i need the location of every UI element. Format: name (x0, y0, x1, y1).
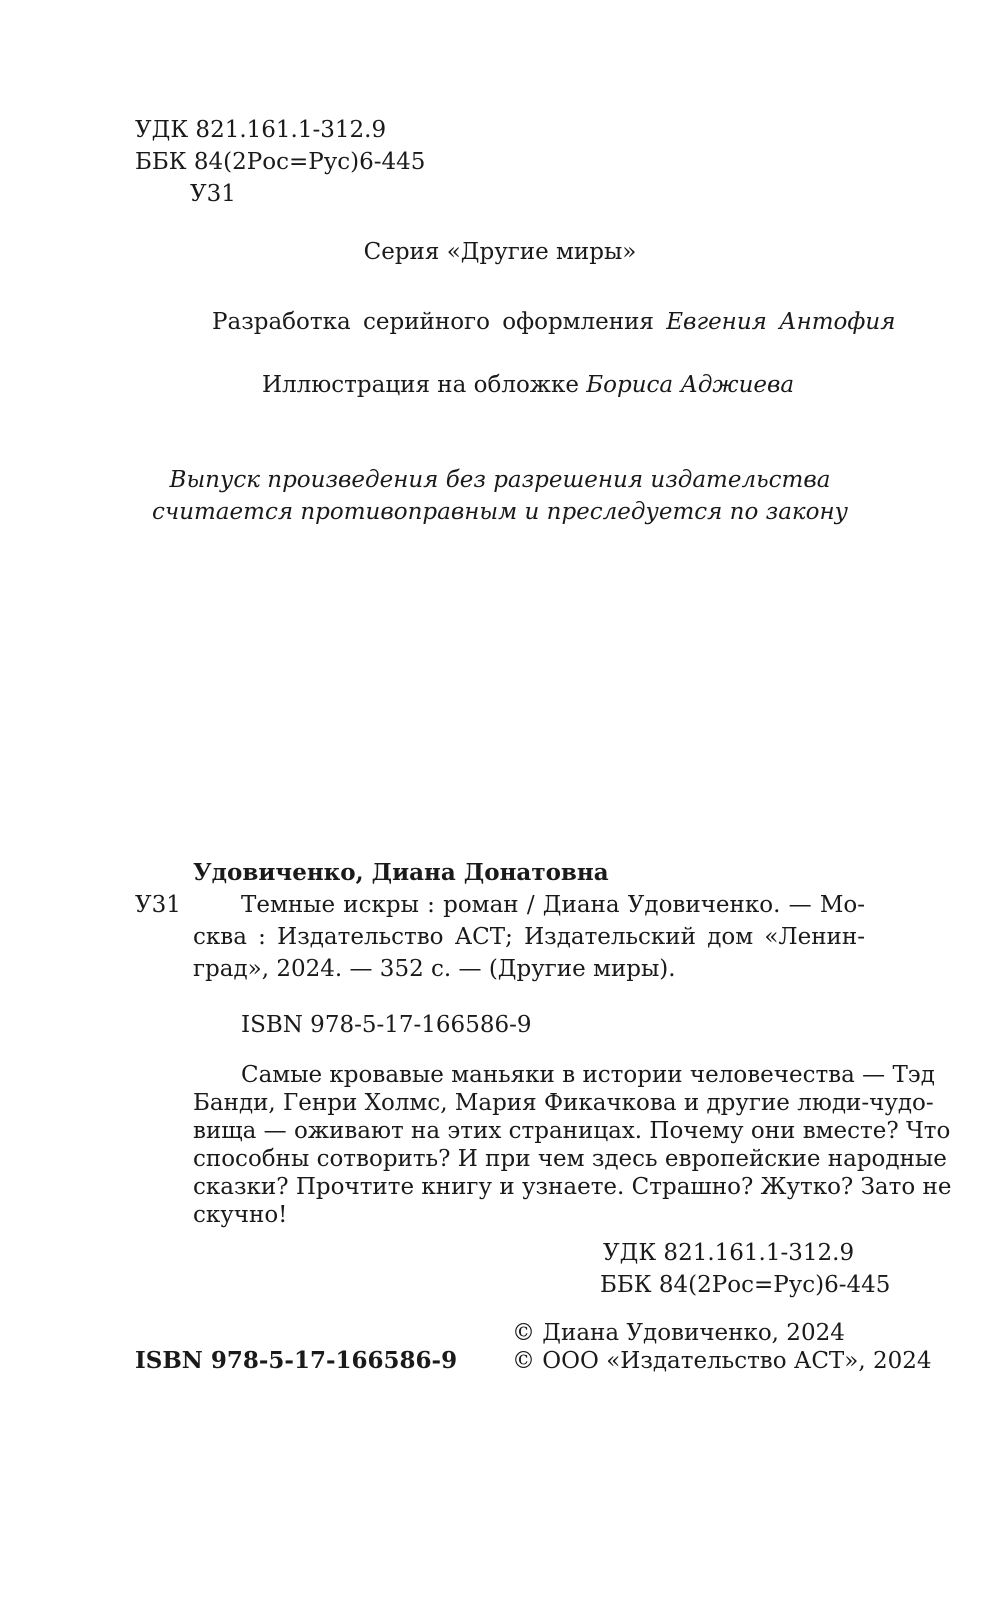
illustration-credit-name: Бориса Аджиева (586, 372, 795, 398)
isbn-record: ISBN 978-5-17-166586-9 (241, 1012, 532, 1038)
illustration-credit-label: Иллюстрация на обложке (262, 372, 579, 398)
udk-top: УДК 821.161.1-312.9 (135, 117, 387, 143)
design-credit-name: Евгения Антофия (666, 309, 896, 335)
design-credit (212, 307, 895, 337)
description-line-1: Темные искры : роман / Диана Удовиченко. — Мо- (241, 892, 865, 918)
author-mark: У31 (135, 892, 181, 918)
bbk-bottom: ББК 84(2Рос=Рус)6-445 (600, 1272, 891, 1298)
description-line-2: сква : Издательство АСТ; Издательский дом «Ленин- (193, 924, 865, 950)
annotation-line-5: сказки? Прочтите книгу и узнаете. Страшно? Жутко? Зато не (193, 1174, 952, 1200)
annotation-line-2: Банди, Генри Холмс, Мария Фикачкова и другие люди-чудо- (193, 1090, 934, 1116)
copyright-author: © Диана Удовиченко, 2024 (512, 1320, 845, 1346)
legal-notice-line-1: Выпуск произведения без разрешения издательства (169, 467, 831, 493)
illustration-credit (262, 370, 794, 400)
annotation-line-4: способны сотворить? И при чем здесь европейские народные (193, 1146, 947, 1172)
copyright-publisher: © ООО «Издательство АСТ», 2024 (512, 1348, 932, 1374)
author-heading: Удовиченко, Диана Донатовна (193, 859, 609, 886)
isbn-footer: ISBN 978-5-17-166586-9 (135, 1347, 458, 1374)
description-line-3: град», 2024. — 352 с. — (Другие миры). (193, 956, 676, 982)
annotation-line-3: вища — оживают на этих страницах. Почему они вместе? Что (193, 1118, 951, 1144)
bbk-top: ББК 84(2Рос=Рус)6-445 (135, 149, 426, 175)
design-credit-label: Разработка серийного оформления (212, 309, 654, 335)
series-line: Серия «Другие миры» (363, 239, 637, 265)
annotation-line-1: Самые кровавые маньяки в истории человечества — Тэд (241, 1062, 935, 1088)
annotation-line-6: скучно! (193, 1202, 288, 1228)
legal-notice-line-2: считается противоправным и преследуется по закону (152, 499, 848, 525)
udk-bottom: УДК 821.161.1-312.9 (603, 1240, 855, 1266)
author-mark-top: У31 (190, 181, 236, 207)
